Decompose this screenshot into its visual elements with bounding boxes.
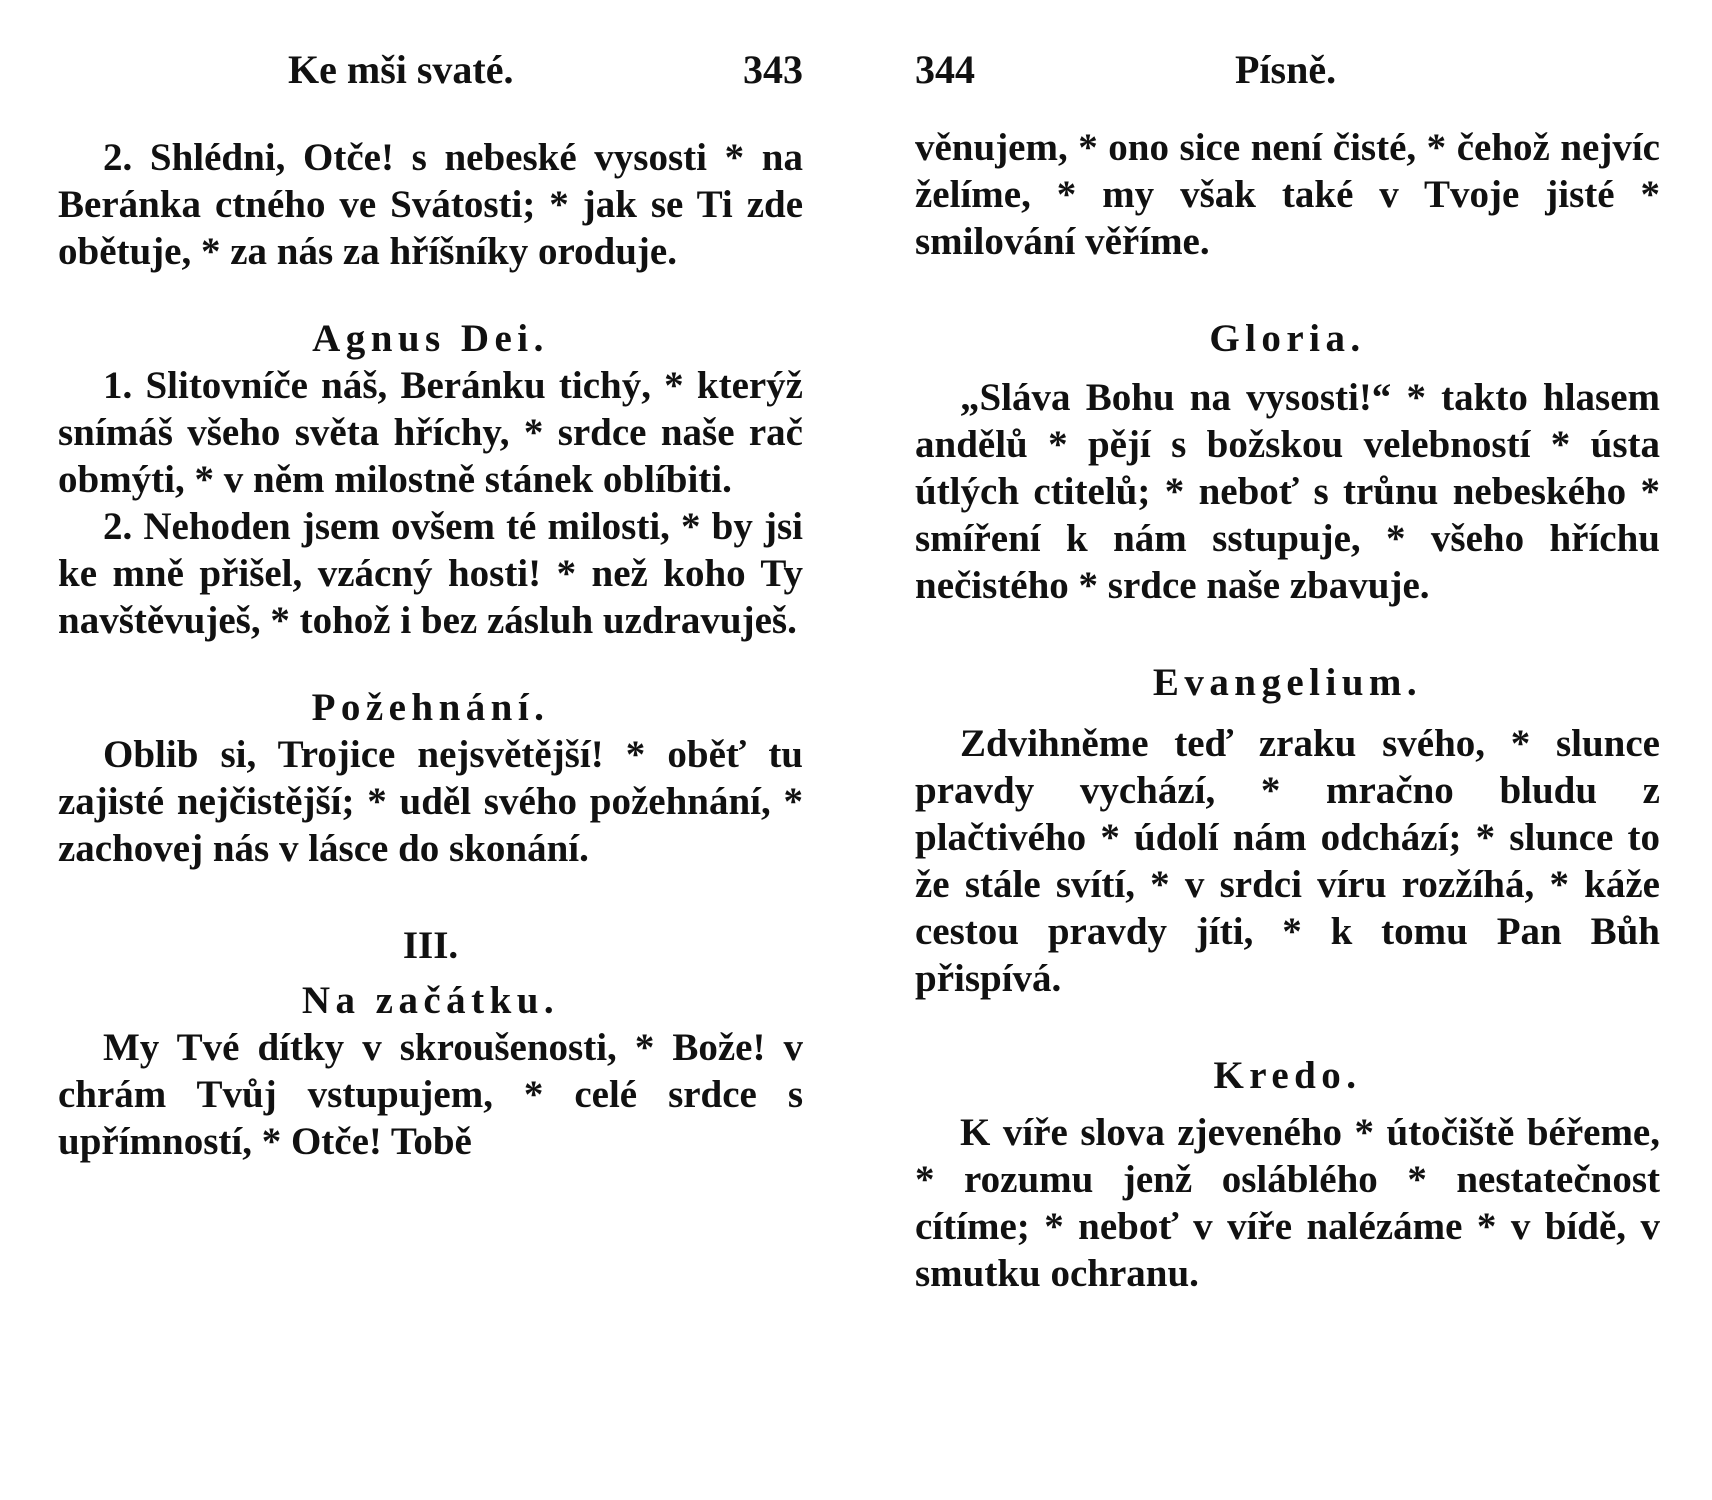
heading-kredo: Kredo. <box>1213 1054 1362 1097</box>
heading-gloria: Gloria. <box>1209 317 1366 360</box>
verse-evangelium: Zdvihněme teď zraku svého, * slunce pravdy vychází, * mračno bludu z plačtivého * údolí nám odchází; * slunce to že stále svítí, * v srdci víru rozžíhá, * káže cestou pravdy jíti, * k tomu Pan Bůh přispívá. <box>915 722 1660 1000</box>
verse-continuation: věnujem, * ono sice není čisté, * čehož nejvíc želíme, * my však také v Tvoje jisté * smilování věříme. <box>915 126 1660 263</box>
heading-pozehnani: Požehnání. <box>311 686 550 729</box>
heading-na-zacatku: Na začátku. <box>301 979 560 1022</box>
verse-agnus-2: 2. Nehoden jsem ovšem té milosti, * by jsi ke mně přišel, vzácný hosti! * než koho Ty navštěvuješ, * tohož i bez zásluh uzdravuješ. <box>58 505 803 642</box>
left-page <box>58 40 803 1165</box>
right-page <box>915 40 1660 1297</box>
right-running-head <box>915 40 1660 100</box>
left-running-title: Ke mši svaté. <box>288 47 514 92</box>
section-number: III. <box>402 924 459 967</box>
verse-gloria: „Sláva Bohu na vysosti!“ * takto hlasem andělů * pějí s božskou velebností * ústa útlých ctitelů; * neboť s trůnu nebeského * smíření k nám sstupuje, * všeho hříchu nečistého * srdce naše zbavuje. <box>915 376 1660 607</box>
verse-na-zacatku: My Tvé dítky v skroušenosti, * Bože! v chrám Tvůj vstupujem, * celé srdce s upřímností, * Otče! Tobě <box>58 1026 803 1163</box>
left-running-head <box>58 40 803 100</box>
right-page-number: 344 <box>915 47 975 92</box>
heading-evangelium: Evangelium. <box>1152 661 1423 704</box>
right-running-title: Písně. <box>1235 47 1337 92</box>
left-page-number: 343 <box>743 47 803 92</box>
verse-agnus-1: 1. Slitovníče náš, Beránku tichý, * kterýž snímáš všeho světa hříchy, * srdce naše rač obmýti, * v něm milostně stánek oblíbiti. <box>58 364 803 501</box>
verse-shledni: 2. Shlédni, Otče! s nebeské vysosti * na Beránka ctného ve Svátosti; * jak se Ti zde obětuje, * za nás za hříšníky oroduje. <box>58 136 803 273</box>
heading-agnus-dei: Agnus Dei. <box>312 317 549 360</box>
verse-pozehnani: Oblib si, Trojice nejsvětější! * oběť tu zajisté nejčistější; * uděl svého požehnání, * zachovej nás v lásce do skonání. <box>58 733 803 870</box>
verse-kredo: K víře slova zjeveného * útočiště béřeme, * rozumu jenž oslábléhо * nestatečnost cítíme; * neboť v víře nalézáme * v bídě, v smutku ochranu. <box>915 1111 1660 1295</box>
